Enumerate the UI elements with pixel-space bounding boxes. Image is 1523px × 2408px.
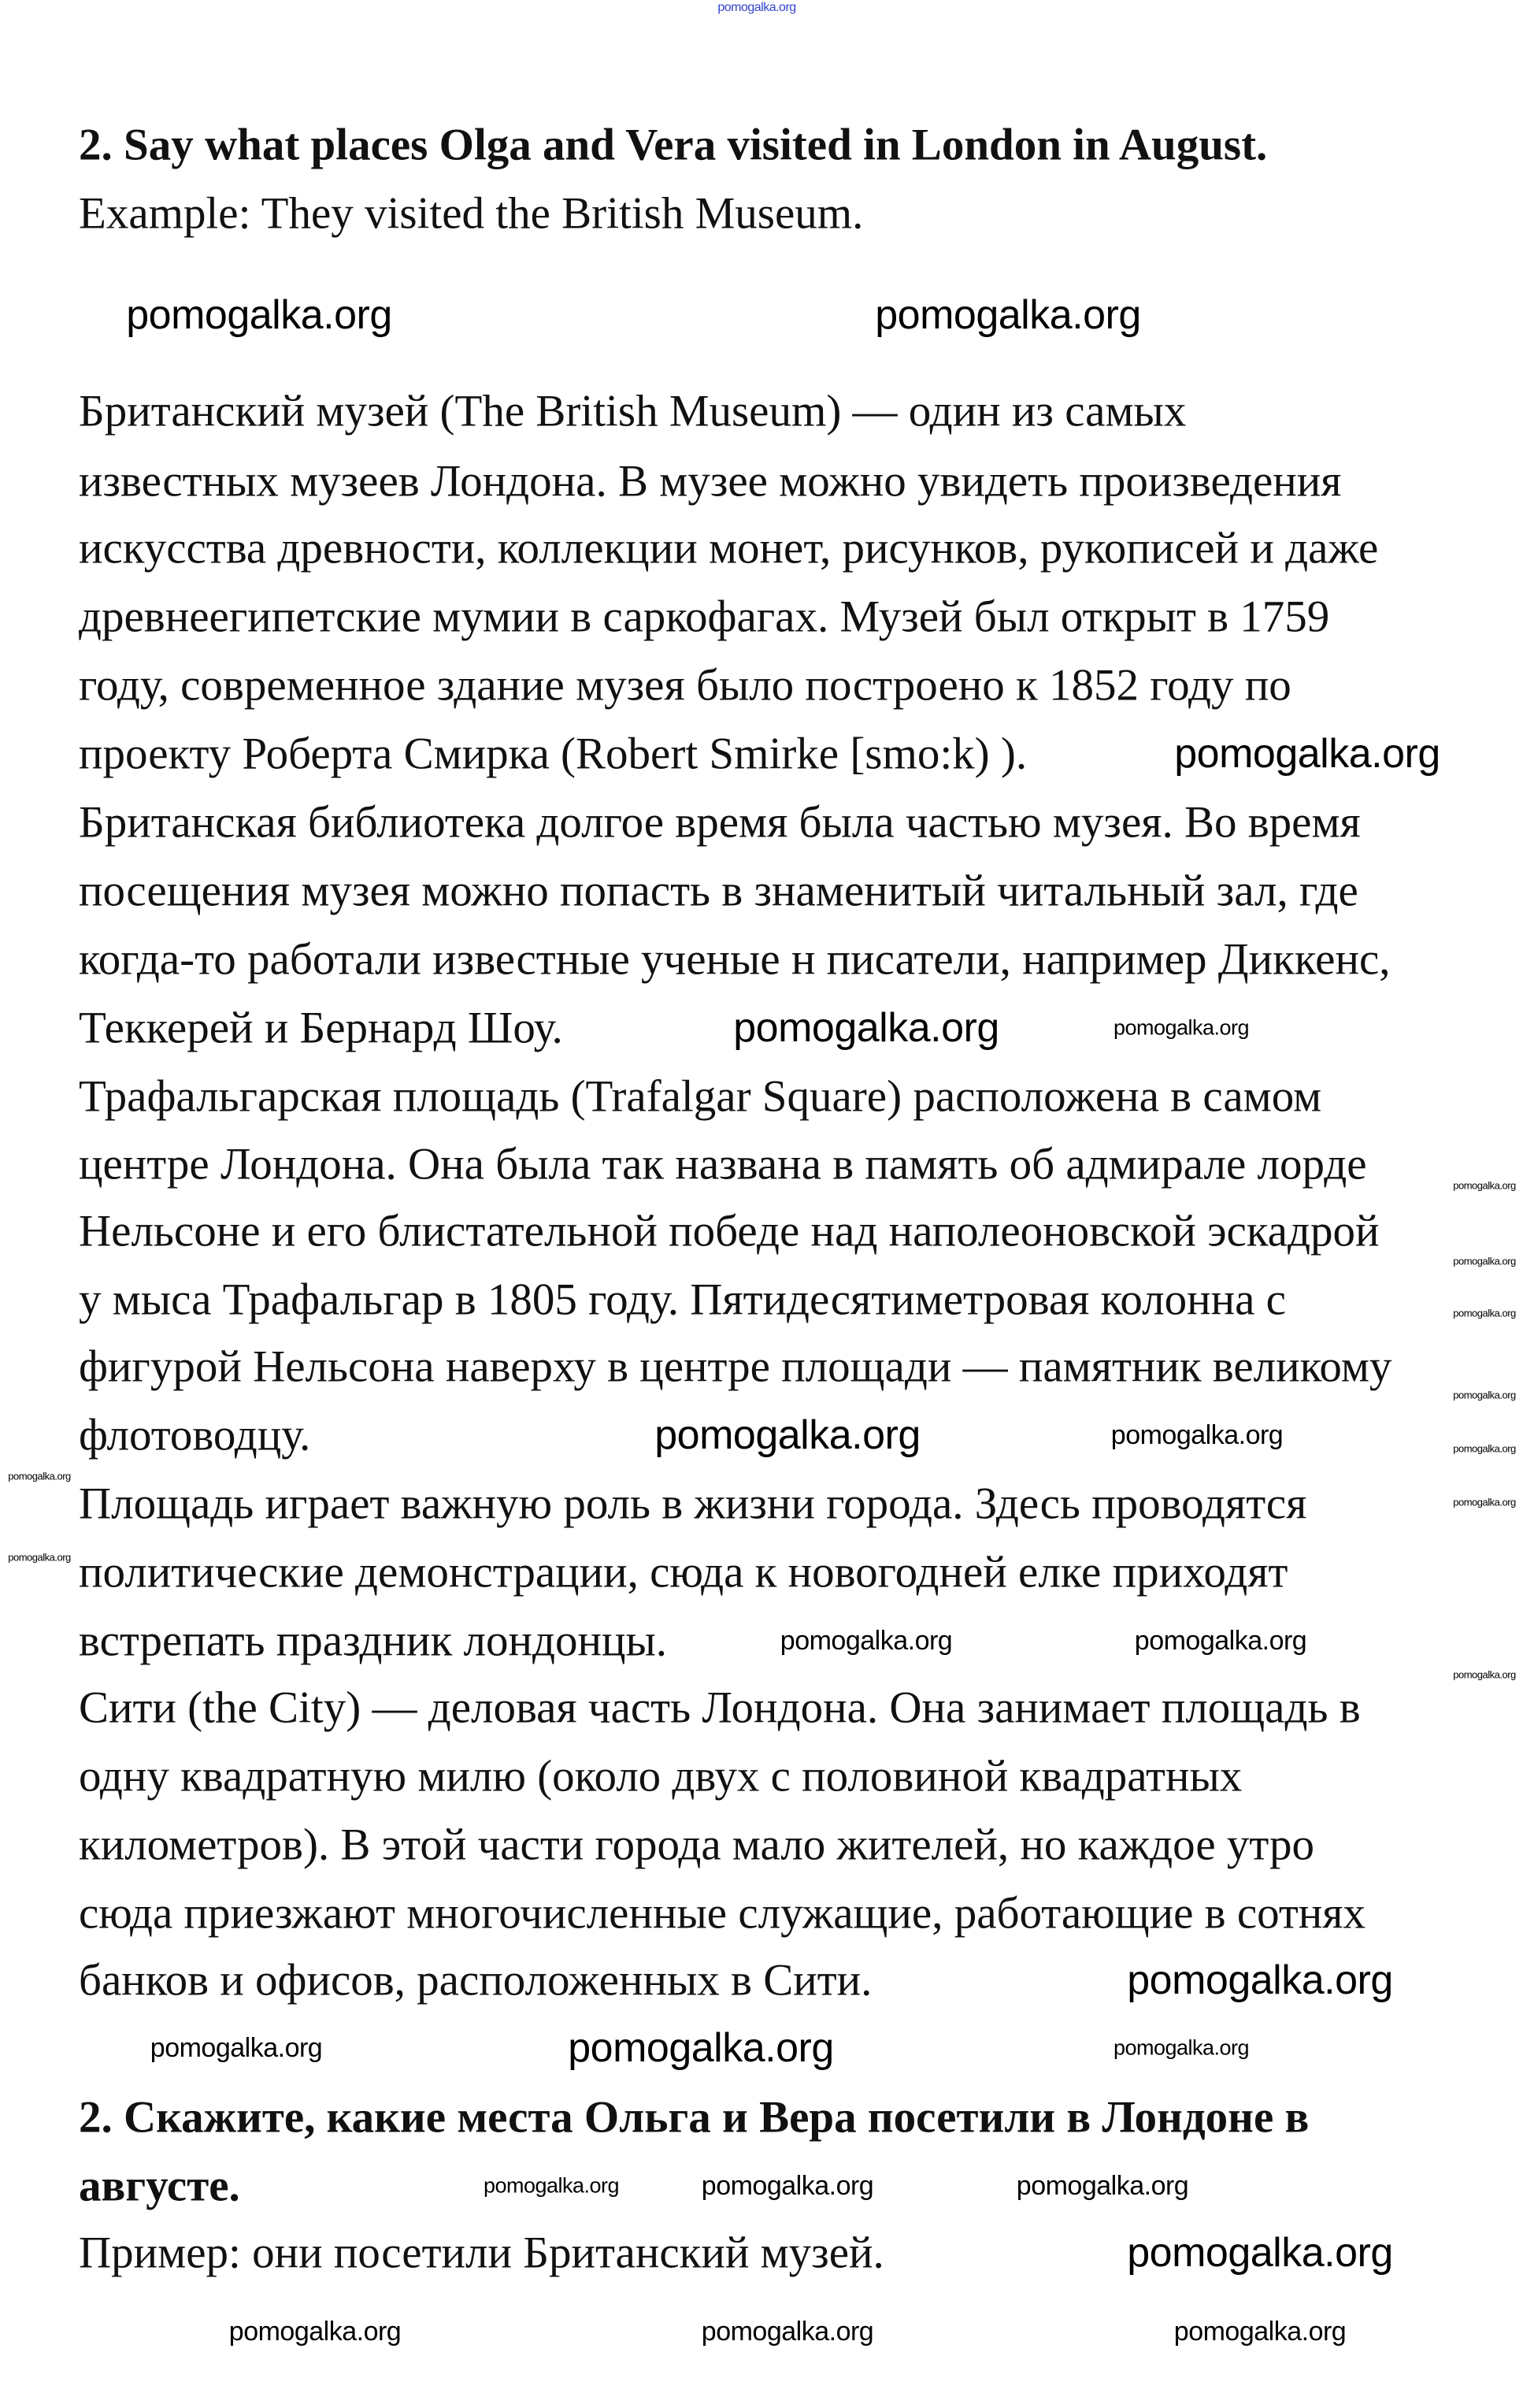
watermark: pomogalka.org xyxy=(1113,2035,1250,2060)
watermark: pomogalka.org xyxy=(228,2317,402,2347)
text-line: километров). В этой части города мало жителей, но каждое утро xyxy=(79,1820,1315,1870)
watermark: pomogalka.org xyxy=(701,2171,874,2201)
text-line: фигурой Нельсона наверху в центре площади — памятник великому xyxy=(79,1341,1392,1392)
watermark: pomogalka.org xyxy=(8,1470,71,1482)
text-line: году, современное здание музея было построено к 1852 году по xyxy=(79,660,1291,711)
text-line: центре Лондона. Она была так названа в память об адмирале лорде xyxy=(79,1139,1367,1189)
text-line: когда-то работали известные ученые н писатели, например Диккенс, xyxy=(79,934,1391,985)
watermark: pomogalka.org xyxy=(8,1551,71,1564)
task-example-ru: Пример: они посетили Британский музей. xyxy=(79,2228,884,2278)
watermark: pomogalka.org xyxy=(1173,2317,1347,2347)
text-line: Британская библиотека долгое время была частью музея. Во время xyxy=(79,797,1361,848)
watermark: pomogalka.org xyxy=(568,2025,834,2071)
watermark: pomogalka.org xyxy=(1453,1496,1516,1508)
text-line: Британский музей (The British Museum) — один из самых xyxy=(79,386,1187,436)
watermark: pomogalka.org xyxy=(1134,1626,1307,1656)
watermark: pomogalka.org xyxy=(1127,1957,1393,2003)
watermark: pomogalka.org xyxy=(1453,1442,1516,1455)
text-line: Нельсоне и его блистательной победе над наполеоновской эскадрой xyxy=(79,1206,1380,1256)
text-line: Теккерей и Бернард Шоу. xyxy=(79,1003,563,1053)
task-heading-ru: 2. Скажите, какие места Ольга и Вера посетили в Лондоне в xyxy=(79,2092,1310,2143)
task-heading-en: 2. Say what places Olga and Vera visited in London in August. xyxy=(79,120,1268,170)
watermark: pomogalka.org xyxy=(875,292,1141,338)
text-line: посещения музея можно попасть в знаменитый читальный зал, где xyxy=(79,866,1358,916)
watermark: pomogalka.org xyxy=(1016,2171,1189,2201)
watermark-link[interactable]: pomogalka.org xyxy=(717,1,796,14)
text-line: Площадь играет важную роль в жизни города. Здесь проводятся xyxy=(79,1479,1307,1529)
watermark: pomogalka.org xyxy=(1127,2230,1393,2276)
watermark: pomogalka.org xyxy=(483,2173,620,2198)
task-heading-ru-cont: августе. xyxy=(79,2161,240,2211)
watermark: pomogalka.org xyxy=(1110,1420,1284,1450)
text-line: банков и офисов, расположенных в Сити. xyxy=(79,1955,873,2005)
watermark: pomogalka.org xyxy=(780,1626,953,1656)
text-line: сюда приезжают многочисленные служащие, работающие в сотнях xyxy=(79,1888,1366,1939)
text-line: у мыса Трафальгар в 1805 году. Пятидесятиметровая колонна с xyxy=(79,1274,1286,1325)
watermark: pomogalka.org xyxy=(1453,1389,1516,1401)
text-line: Трафальгарская площадь (Trafalgar Square) расположена в самом xyxy=(79,1071,1322,1122)
watermark: pomogalka.org xyxy=(126,292,392,338)
text-line: Сити (the City) — деловая часть Лондона. Она занимает площадь в xyxy=(79,1683,1361,1733)
watermark: pomogalka.org xyxy=(733,1005,999,1051)
watermark: pomogalka.org xyxy=(1453,1179,1516,1192)
watermark: pomogalka.org xyxy=(1113,1015,1250,1040)
text-line: проекту Роберта Смирка (Robert Smirke [smo:k) ). xyxy=(79,729,1028,779)
watermark: pomogalka.org xyxy=(1453,1255,1516,1267)
watermark: pomogalka.org xyxy=(1453,1307,1516,1319)
text-line: древнеегипетские мумии в саркофагах. Музей был открыт в 1759 xyxy=(79,592,1330,642)
task-example-en: Example: They visited the British Museum. xyxy=(79,188,864,239)
watermark: pomogalka.org xyxy=(654,1412,921,1458)
watermark: pomogalka.org xyxy=(150,2033,323,2063)
watermark: pomogalka.org xyxy=(701,2317,874,2347)
watermark: pomogalka.org xyxy=(1453,1668,1516,1681)
text-line: встрепать праздник лондонцы. xyxy=(79,1616,668,1666)
watermark: pomogalka.org xyxy=(1174,731,1440,777)
text-line: одну квадратную милю (около двух с половиной квадратных xyxy=(79,1751,1243,1801)
text-line: политические демонстрации, сюда к новогодней елке приходят xyxy=(79,1547,1288,1597)
text-line: флотоводцу. xyxy=(79,1410,311,1460)
text-line: искусства древности, коллекции монет, рисунков, рукописей и даже xyxy=(79,523,1379,573)
text-line: известных музеев Лондона. В музее можно увидеть произведения xyxy=(79,456,1342,506)
